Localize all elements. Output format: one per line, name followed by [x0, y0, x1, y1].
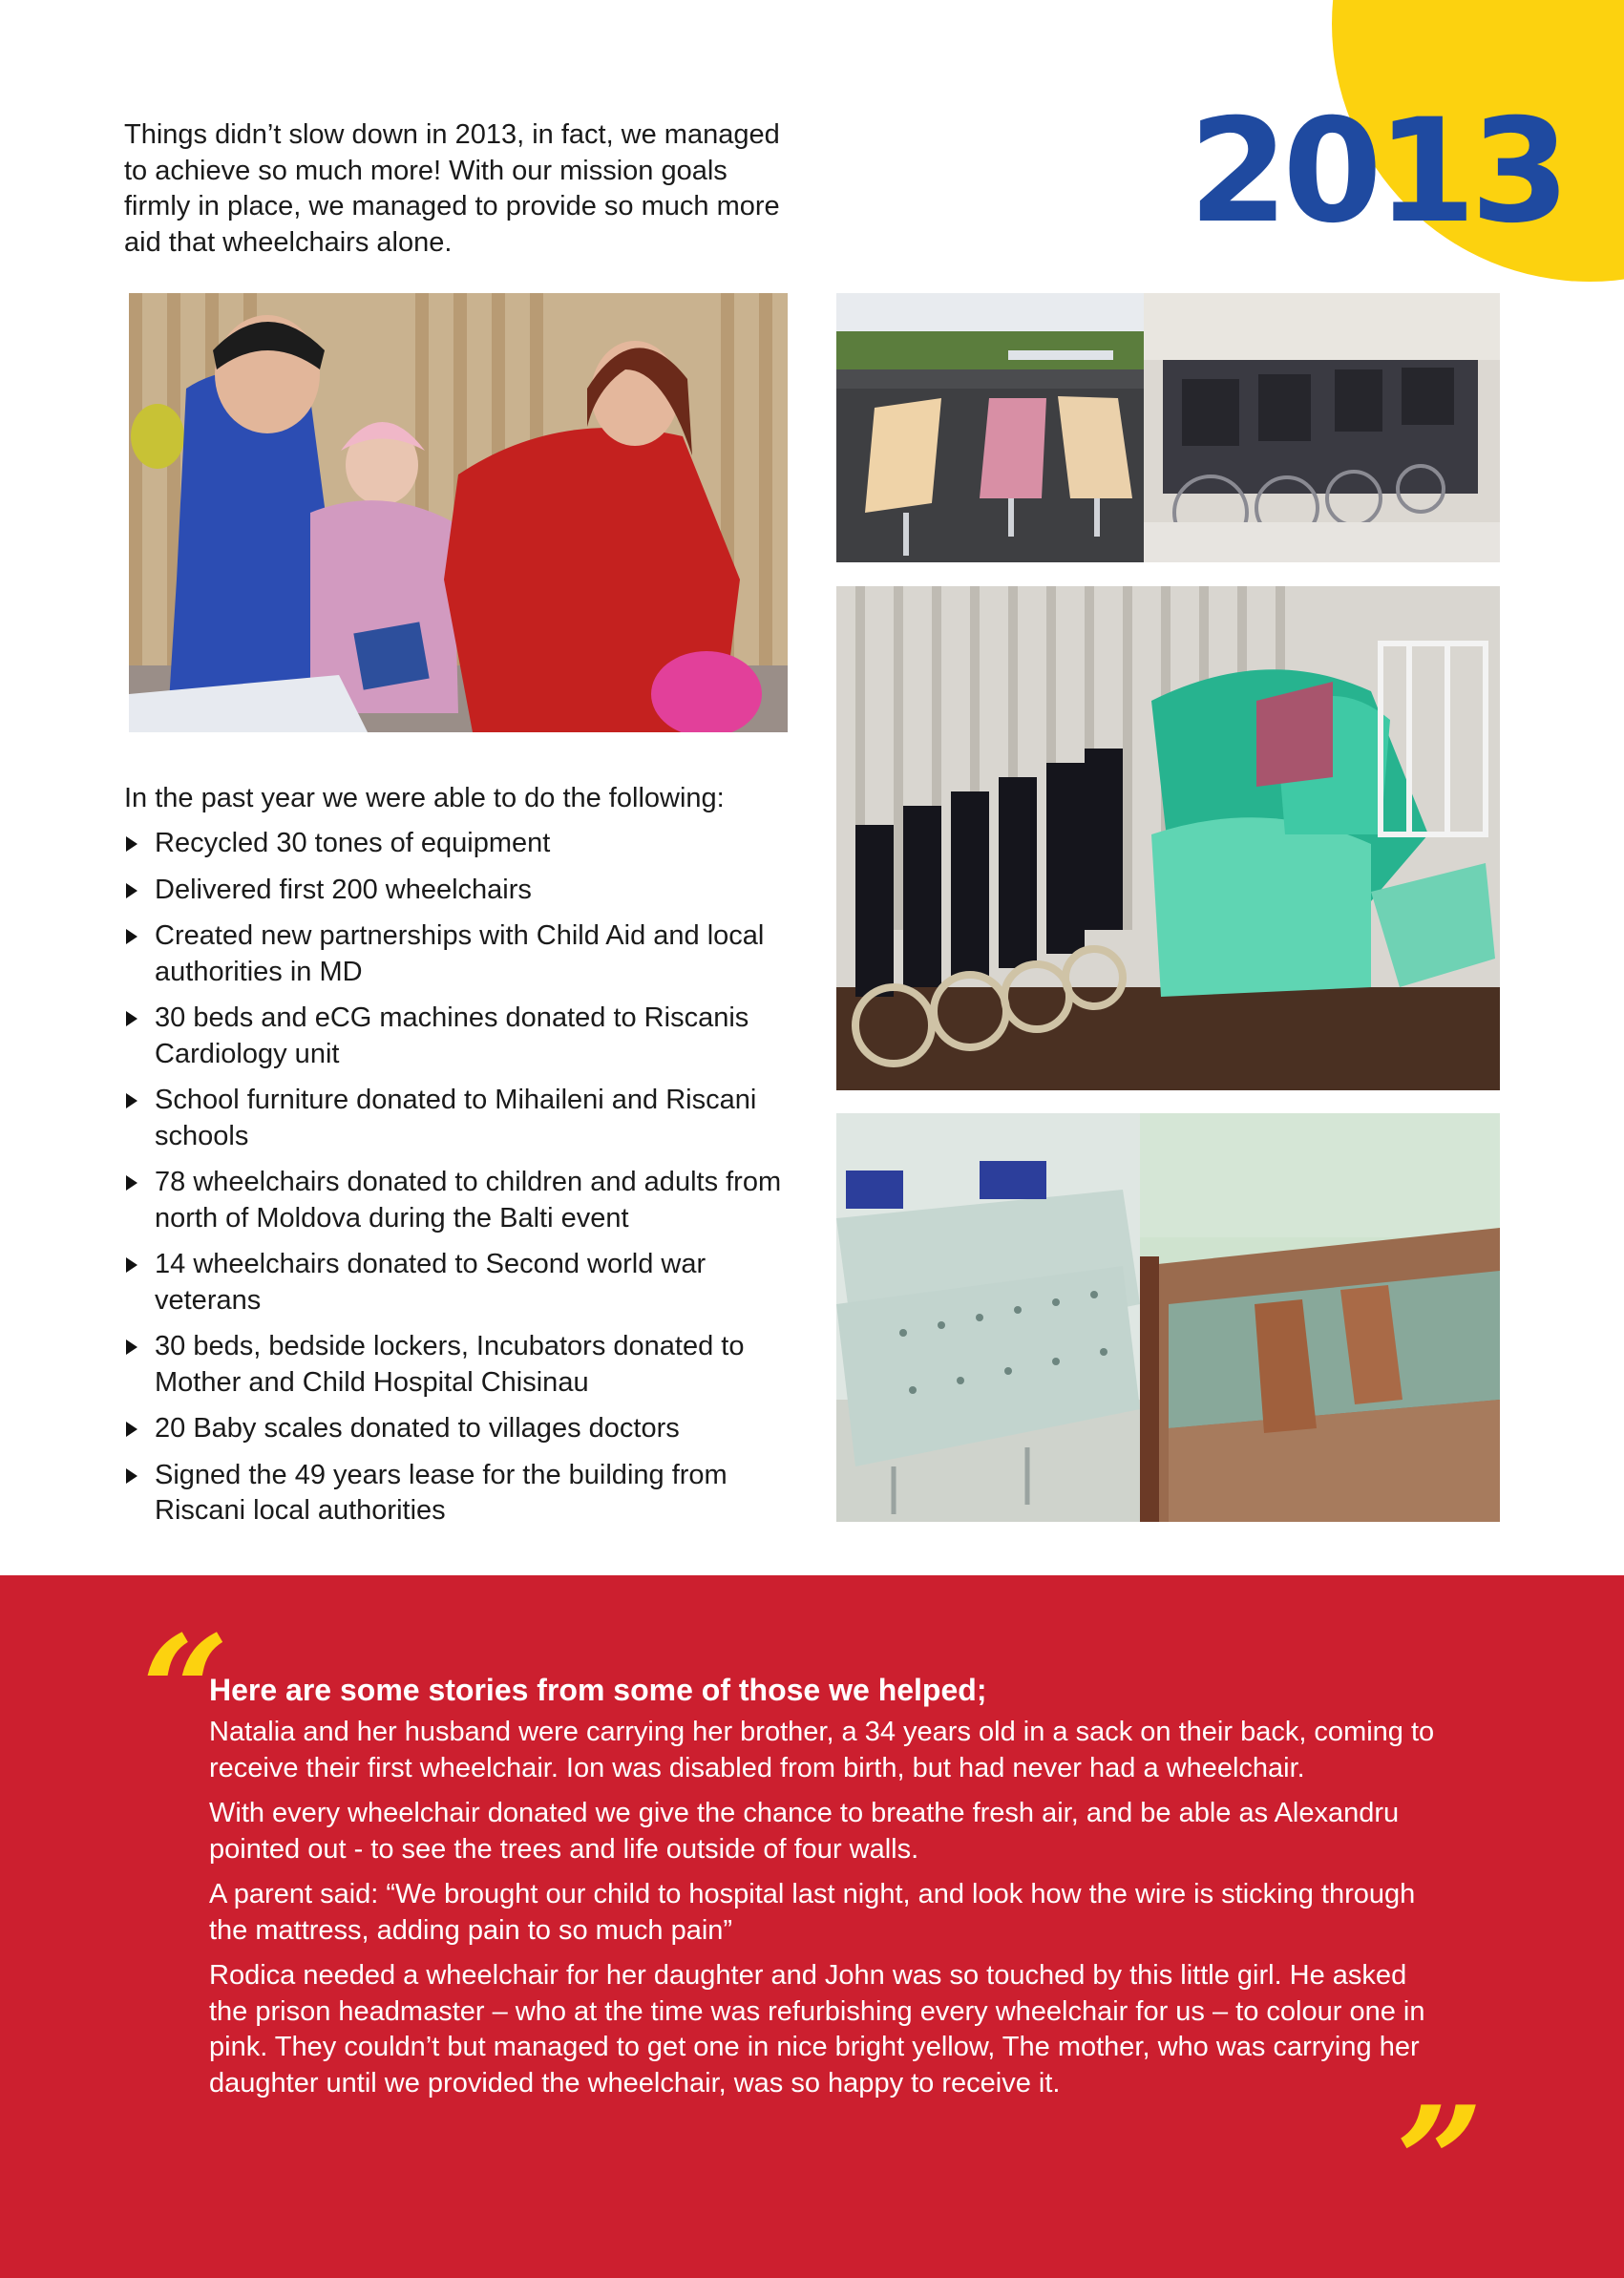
bullet-triangle-icon	[126, 1422, 137, 1437]
bullet-triangle-icon	[126, 1011, 137, 1026]
photo-family-with-child	[129, 293, 788, 732]
list-item: Delivered first 200 wheelchairs	[124, 873, 812, 909]
open-quote-mark: “	[141, 1602, 230, 1782]
achievements-list	[124, 826, 812, 1529]
photo-therapy-tables	[836, 293, 1144, 562]
story-paragraph: Rodica needed a wheelchair for her daughter and John was so touched by this little girl. He asked the prison headmaster – who at the time was refurbishing every wheelchair for us – to colour one in pink. They couldn’t but managed to get one in nice bright yellow, The mother, who was carrying her daughter until we provided the wheelchair, was so happy to receive it.	[209, 1960, 1425, 2099]
list-item: School furniture donated to Mihaileni and Riscani schools	[124, 1083, 812, 1154]
list-item: 20 Baby scales donated to villages doctors	[124, 1411, 812, 1447]
close-quote-mark: ”	[1396, 2073, 1485, 2252]
stories-heading: Here are some stories from some of those we helped;	[209, 1673, 987, 1707]
story-paragraph: With every wheelchair donated we give the chance to breathe fresh air, and be able as Alexandru pointed out - to see the trees and life outside of four walls.	[209, 1798, 1400, 1865]
list-item: Created new partnerships with Child Aid and local authorities in MD	[124, 918, 812, 990]
story-paragraph: Natalia and her husband were carrying her brother, a 34 years old in a sack on their back, coming to receive their first wheelchair. Ion was disabled from birth, but had never had a wheelchair.	[209, 1717, 1435, 1783]
achievements-section	[124, 781, 812, 1540]
list-item: Signed the 49 years lease for the building from Riscani local authorities	[124, 1458, 812, 1529]
bullet-triangle-icon	[126, 1093, 137, 1108]
bullet-triangle-icon	[126, 1257, 137, 1273]
photo-container-wheelchairs-recliners	[836, 586, 1500, 1090]
intro-text: Things didn’t slow down in 2013, in fact, we managed to achieve so much more! With our mission goals firmly in place, we managed to provide so much more aid that wheelchairs alone.	[124, 119, 780, 258]
year-title: 2013	[1189, 89, 1565, 255]
bullet-triangle-icon	[126, 929, 137, 944]
list-item: 30 beds, bedside lockers, Incubators donated to Mother and Child Hospital Chisinau	[124, 1329, 812, 1401]
list-item: 30 beds and eCG machines donated to Riscanis Cardiology unit	[124, 1001, 812, 1072]
list-item: 78 wheelchairs donated to children and adults from north of Moldova during the Balti event	[124, 1165, 812, 1236]
bullet-triangle-icon	[126, 1468, 137, 1484]
list-item: Recycled 30 tones of equipment	[124, 826, 812, 862]
story-paragraph: A parent said: “We brought our child to hospital last night, and look how the wire is sticking through the mattress, adding pain to so much pain”	[209, 1879, 1416, 1946]
bullet-triangle-icon	[126, 1175, 137, 1191]
photo-wheelchairs-rows	[1144, 293, 1500, 562]
list-item: 14 wheelchairs donated to Second world war veterans	[124, 1247, 812, 1318]
photo-hospital-beds	[836, 1113, 1140, 1522]
photo-bed-frame-slats	[1140, 1113, 1500, 1522]
stories-section	[209, 1671, 1450, 2111]
bullet-triangle-icon	[126, 836, 137, 852]
bullet-triangle-icon	[126, 1339, 137, 1355]
bullet-triangle-icon	[126, 883, 137, 898]
achievements-heading: In the past year we were able to do the following:	[124, 783, 725, 813]
